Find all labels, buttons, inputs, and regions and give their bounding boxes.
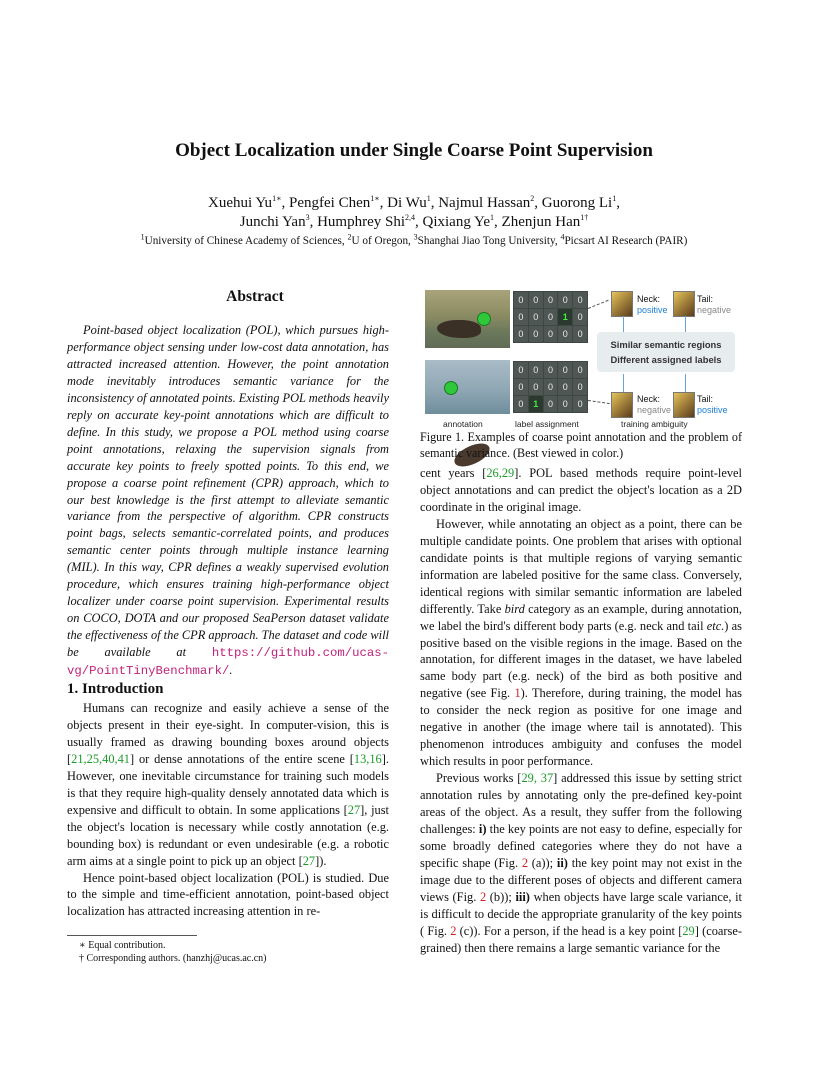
bird-silhouette — [437, 320, 481, 338]
figure-1-caption: Figure 1. Examples of coarse point annotation and the problem of semantic variance. (Best viewed in color.) — [420, 430, 742, 460]
footnotes — [67, 939, 389, 965]
intro-paragraph-1: Humans can recognize and easily achieve a sense of the objects present in their eye-sight. In computer-vision, this is usually framed as drawing bounding boxes around objects [21,25,40,41] or dense annotations of the entire scene [13,16]. However, one inevitable circumstance for training such models is that they require high-quality densely annotated data which is expensive and difficult to obtain. In some applications [27], just the object's location is necessary while costly annotation (e.g. bounding box) is redundant or even undesirable (e.g. a robotic arm aims at a single point to pick up an object [27]). — [67, 701, 389, 868]
grid-cell: 0 — [573, 309, 587, 325]
grid-cell: 0 — [514, 292, 528, 308]
grid-cell: 0 — [573, 362, 587, 378]
up-arrow-icon — [623, 374, 624, 392]
tail-label-bottom: Tail: positive — [697, 394, 728, 415]
figure-label-ambiguity: training ambiguity — [621, 419, 688, 429]
figure-ref-link[interactable]: 2 — [521, 855, 529, 870]
grid-cell: 0 — [558, 326, 572, 342]
label-grid-2 — [513, 361, 588, 413]
label-grid-1 — [513, 291, 588, 343]
grid-cell: 0 — [514, 362, 528, 378]
right-paragraph-1: However, while annotating an object as a point, there can be multiple candidate points. One problem that arises with optional candidate points is that multiple regions of varying semantic information are labeled positive for the same class. Conversely, identical regions with similar semantic information are labeled differently. Take bird category as an example, during annotation, we label the bird's different body parts (e.g. neck and tail etc.) as positive based on the visible regions in the image. Based on the annotation, for different images in the dataset, we have labeled same body part (e.g. neck) of the bird as both positive and negative (see Fig. 1). Therefore, during training, the model has to consider the neck region as positive for one image and negative in another (the image where tail is annotated). This phenomenon introduces ambiguity and confuses the model which results in poor performance. — [420, 516, 742, 769]
footnote-rule — [67, 935, 197, 936]
grid-cell: 0 — [544, 309, 558, 325]
grid-cell: 1 — [558, 309, 572, 325]
semantic-box: Similar semantic regions Different assigned labels — [597, 332, 735, 372]
neck-thumbnail — [611, 392, 633, 418]
figure-ref-link[interactable]: 1 — [514, 686, 521, 701]
right-column-body — [420, 465, 742, 957]
grid-cell: 0 — [573, 326, 587, 342]
bird-photo-2 — [425, 360, 510, 414]
footnote-equal-contribution: ∗ Equal contribution. — [79, 940, 166, 951]
citation-link[interactable]: 29 — [682, 923, 695, 938]
introduction-body — [67, 700, 389, 920]
neck-label-top: Neck: positive — [637, 294, 668, 315]
annotation-point — [477, 312, 491, 326]
annotation-point — [444, 381, 458, 395]
connector-line — [588, 400, 610, 404]
paper-title: Object Localization under Single Coarse Point Supervision — [175, 140, 653, 161]
figure-ref-link[interactable]: 2 — [479, 889, 487, 904]
up-arrow-icon — [685, 374, 686, 392]
grid-cell: 0 — [558, 379, 572, 395]
grid-cell: 0 — [514, 309, 528, 325]
citation-link[interactable]: 13,16 — [353, 751, 382, 766]
figure-label-assignment: label assignment — [515, 419, 579, 429]
abstract-url-link[interactable]: https://github.com/ucas-vg/PointTinyBenchmark/ — [67, 646, 389, 679]
grid-cell: 0 — [529, 326, 543, 342]
affiliations: $^1$University of Chinese Academy of Sciences, $^2$U of Oregon, $^3$Shanghai Jiao Tong University, $^4$Picsart AI Research (PAIR) — [140, 232, 688, 247]
author-list — [0, 194, 828, 232]
grid-cell: 0 — [544, 396, 558, 412]
grid-cell: 0 — [558, 292, 572, 308]
grid-cell: 0 — [544, 379, 558, 395]
abstract-heading: Abstract — [226, 288, 284, 305]
grid-cell: 0 — [544, 326, 558, 342]
grid-cell: 0 — [544, 362, 558, 378]
grid-cell: 0 — [514, 326, 528, 342]
citation-link[interactable]: 27 — [347, 802, 361, 817]
grid-cell: 0 — [573, 396, 587, 412]
figure-ref-link[interactable]: 2 — [450, 923, 457, 938]
introduction-heading: 1. Introduction — [67, 681, 164, 697]
tail-label-top: Tail: negative — [697, 294, 732, 315]
figure-1 — [421, 288, 741, 428]
citation-link[interactable]: 26,29 — [486, 466, 515, 480]
citation-link[interactable]: 27 — [302, 853, 316, 868]
footnote-corresponding: † Corresponding authors. (hanzhj@ucas.ac.cn) — [79, 953, 267, 964]
bird-photo-1 — [425, 290, 510, 348]
grid-cell: 0 — [514, 396, 528, 412]
citation-link[interactable]: 21,25,40,41 — [71, 751, 130, 766]
grid-cell: 0 — [573, 292, 587, 308]
grid-cell: 0 — [573, 379, 587, 395]
abstract-text: Point-based object localization (POL), which pursues high-performance object sensing under low-cost data annotation, has attracted increased attention. However, the point annotation mode inevitably introduces semantic variance for the inconsistency of annotated points. Existing POL methods heavily reply on accurate key-point annotations which are difficult to define. In this study, we propose a POL method using coarse point annotations, relaxing the supervision signals from accurate key points to freely spotted points. To this end, we propose a coarse point refinement (CPR) approach, which to our best knowledge is the first attempt to alleviate semantic variance from the perspective of algorithm. CPR constructs point bags, selects semantic-correlated points, and produces semantic center points through multiple instance learning (MIL). In this way, CPR defines a weakly supervised evolution procedure, which ensures training high-performance object localizer under coarse point supervision. Experimental results on COCO, DOTA and our proposed SeaPerson dataset validate the effectiveness of the CPR approach. The dataset and code will be available at — [67, 323, 389, 660]
grid-cell: 0 — [514, 379, 528, 395]
tail-thumbnail — [673, 291, 695, 317]
grid-cell: 0 — [558, 396, 572, 412]
neck-label-bottom: Neck: negative — [637, 394, 672, 415]
tail-thumbnail — [673, 392, 695, 418]
grid-cell: 0 — [544, 292, 558, 308]
figure-label-annotation: annotation — [443, 419, 483, 429]
grid-cell: 0 — [529, 309, 543, 325]
authors-line-1: Xuehui $Yu^{1∗}$, Pengfei Chen$^{1∗}$, Di Wu$^1$, Najmul Hassan$^2$, Guorong Li$^1$, — [208, 194, 620, 211]
right-paragraph-0: cent years [26,29]. POL based methods require point-level object annotations and can predict the object's location as a 2D coordinate in the original image. — [420, 466, 742, 514]
intro-paragraph-2: Hence point-based object localization (POL) is studied. Due to the simple and time-efficient annotation, point-based object localization has attracted increasing attention in re- — [67, 870, 389, 919]
right-paragraph-2: Previous works [29, 37] addressed this issue by setting strict annotation rules by annotating only the pre-defined key-point areas of the object. As a result, they suffer from the following challenges: i) the key points are not easy to define, especially for some broadly defined categories where they do not have a specific shape (Fig. 2 (a)); ii) the key point may not exist in the image due to the different poses of objects and different camera views (Fig. 2 (b)); iii) when objects have large scale variance, it is difficult to decide the appropriate granularity of the key points ( Fig. 2 (c)). For a person, if the head is a key point [29] (coarse-grained) then there remains a large semantic variance for the — [420, 771, 743, 955]
grid-cell: 0 — [529, 292, 543, 308]
abstract-body: Point-based object localization (POL), which pursues high-performance object sensing under low-cost data annotation, has attracted increased attention. However, the point annotation mode inevitably introduces semantic variance for the inconsistency of annotated points. Existing POL methods heavily reply on accurate key-point annotations which are difficult to define. In this study, we propose a POL method using coarse point annotations, relaxing the supervision signals from accurate key points to freely spotted points. To this end, we propose a coarse point refinement (CPR) approach, which to our best knowledge is the first attempt to alleviate semantic variance from the perspective of algorithm. CPR constructs point bags, selects semantic-correlated points, and produces semantic center points through multiple instance learning (MIL). In this way, CPR defines a weakly supervised evolution procedure, which ensures training high-performance object localizer under coarse point supervision. Experimental results on COCO, DOTA and our proposed SeaPerson dataset validate the effectiveness of the CPR approach. The dataset and code will be available at https://github.com/ucas-vg/PointTinyBenchmark/. — [67, 323, 389, 679]
authors-line-2: Junchi Yan$^3$, Humphrey Shi$^{2,4}$, Qixiang Ye$^1$, Zhenjun Han$^{1\dagger}$ — [239, 213, 589, 230]
neck-thumbnail — [611, 291, 633, 317]
grid-cell: 0 — [558, 362, 572, 378]
connector-line — [588, 300, 609, 309]
grid-cell: 0 — [529, 362, 543, 378]
grid-cell: 0 — [529, 379, 543, 395]
citation-link[interactable]: 29, 37 — [521, 771, 554, 786]
grid-cell: 1 — [529, 396, 543, 412]
